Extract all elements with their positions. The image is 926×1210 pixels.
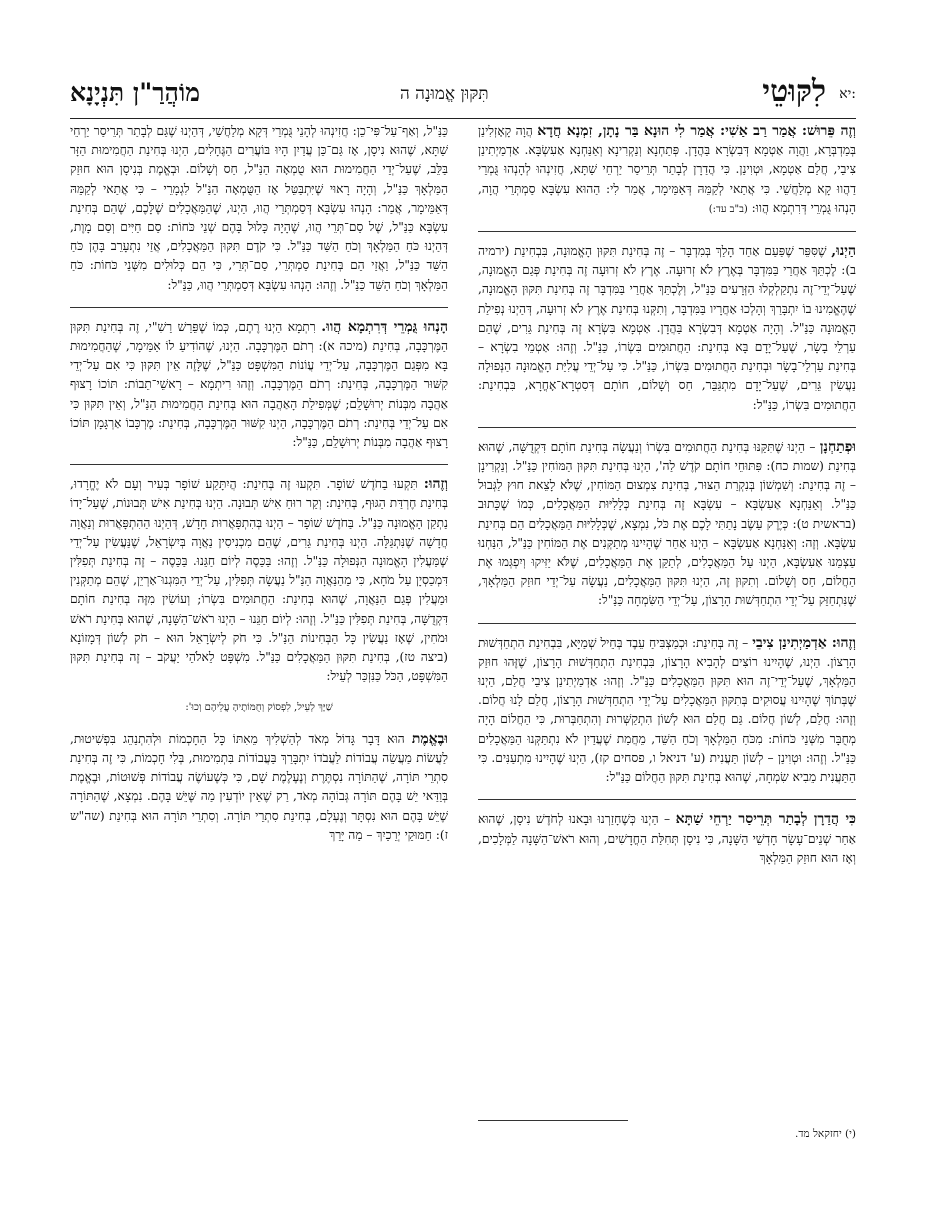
paragraph-lead: וּפְתַחְנָן: [819, 438, 856, 455]
right-column: [478, 122, 856, 880]
footnote-rule: [478, 1120, 628, 1121]
paragraph-lead: וּבֶאֱמֶת: [411, 730, 448, 747]
book-title-left: מוֹהֲרַ"ן תִּנְיָנָא: [70, 78, 201, 107]
source-reference: (ב"ב עד:): [708, 203, 748, 215]
paragraph-lead: הָנְהוּ גֻּמְרֵי דְּרִתְמָא הֲווּ.: [321, 318, 449, 335]
page-header: [70, 74, 856, 114]
paragraph-text: כַּנַּ"ל, וְאַף־עַל־פִּי־כֵן: חֲזִינְהוּ לְהָנֵי גֻּמְרֵי דְּקָא מְלַחֲשֵׁי, דְּהַיְנוּ שֶׁגַּם לְבָתַר תְּרֵיסַר יַרְחֵי שַׁתָּא, שֶׁהוּא נִיסָן, אָז גַּם־כֵּן עֲדַיִן הָיוּ בּוֹעֲרִים הַגֶּחָלִים, הַיְנוּ בְּחִינַת הַחֲמִימוּת הַזָּר בַּלֵּב, שֶׁעַל־יְדֵי הַחֲמִימוּת הוּא טֻמְאָה הַנַּ"ל, חַס וְשָׁלוֹם. וּבְאֱמֶת בְּנִיסָן הוּא חוּזַק הַמַּלְאָךְ כַּנַּ"ל, וְהָיָה רָאוּי שֶׁיִּתְבַּטֵּל אָז הַטֻּמְאָה הַנַּ"ל לִגְמָרֵי – כִּי אֲתַאי לְקַמֵּהּ דְּאַמֵּימָר, אֲמַר: הָנְהוּ עִשְׂבָּא דְּסַמְתְּרֵי הֲווּ, הַיְנוּ, שֶׁהַמַּאֲכָלִים שֶׁלָּכֶם, שֶׁהֵם בְּחִינַת עִשְׂבָּא כַּנַּ"ל, שֶׁל סַם־תְּרֵי הֲווּ, שֶׁהָיָה כָּלוּל בָּהֶם שְׁנֵי כֹּחוֹת: סַם חַיִּים וְסַם מָוֶת, דְּהַיְנוּ כֹּחַ הַמַּלְאָךְ וְכֹחַ הַשֵּׁד כַּנַּ"ל. כִּי קֹדֶם תִּקּוּן הַמַּאֲכָלִים, אֲזַי נִתְעָרֵב בָּהֶן כֹּחַ הַשֵּׁד כַּנַּ"ל, וַאֲזַי הֵם בְּחִינַת סַמְתְּרֵי, סַם־תְּרֵי, כִּי הֵם כְּלוּלִים מִשְּׁנֵי כֹּחוֹת: כֹּחַ הַמַּלְאָךְ וְכֹחַ הַשֵּׁד כַּנַּ"ל. וְזֶהוּ: הָנְהוּ עִשְׂבָּא דְּסַמְתְּרֵי הֲווּ, כַּנַּ"ל:: [70, 124, 448, 292]
paragraph-lead: וְזֶה פֵּרוּשׁ: אֲמַר רַב אַשִׁי: אֲמַר לִי הוּנָא בַּר נָתָן, זִמְנָא חֲדָא: [537, 123, 857, 139]
paragraph: [70, 730, 448, 845]
paragraph-text: הֲוָה קָאָזְלִינַן בְּמַדְבְּרָא, וַהֲוָה אַטְמָא דְּבִשְׂרָא בַּהֲדָן. פְּתַחְנָא וְנַקְרִינָא וְאַנַּחְנָא אַעִשְׂבָּא. אַדְמַיְתִינַן צִיבֵי, חֲלַם אַטְמָא, וּטְוִינַן. כִּי הֲדַרָן לְבָתַר תְּרֵיסַר יַרְחֵי שַׁתָּא, חֲזִינְהוּ לְהָנְהוּ גֻּמְרֵי דַהֲווּ קָא מְלַחֲשֵׁי. כִּי אֲתַאי לְקַמֵּהּ דְּאַמֵּימָר, אֲמַר לִי: הַהוּא עִשְׂבָּא סַמְתְּרֵי הֲוָה, הָנְהוּ גֻּמְרֵי דְּרִתְמָא הֲווּ:: [478, 124, 856, 215]
paragraph-lead: וְזֶהוּ: אַדְמַיְתִינַן צִיבֵי: [752, 634, 856, 651]
paragraph: [478, 623, 856, 788]
paragraph-text: שֶׁסִּפֵּר שֶׁפַּעַם אַחַד הָלַךְ בְּמִדְבָּר – זֶה בְּחִינַת תִּקּוּן הָאֱמוּנָה, בִּבְחִינַת (ירמיה ב): לֶכְתֵּךְ אַחֲרַי בַּמִּדְבָּר בְּאֶרֶץ לֹא זְרוּעָה. אֶרֶץ לֹא זְרוּעָה זֶה בְּחִינַת פְּגַם הָאֱמוּנָה, שֶׁעַל־יְדֵי־זֶה נִתְקַלְקְלוּ הַזְּרָעִים כַּנַּ"ל, וְלֶכְתֵּךְ אַחֲרַי בַּמִּדְבָּר זֶה בְּחִינַת תִּקּוּן הָאֱמוּנָה, שֶׁהֶאֱמִינוּ בוֹ יִתְבָּרַךְ וְהָלְכוּ אַחֲרָיו בַּמִּדְבָּר, וְתִקְּנוּ בְּחִינַת אֶרֶץ לֹא זְרוּעָה, דְּהַיְנוּ נְפִילַת הָאֱמוּנָה כַּנַּ"ל. וְהָיָה אַטְמָא דְּבִשְׂרָא בַּהֲדָן. אַטְמָא בִּשְׂרָא זֶה בְּחִינַת גֵּרִים, שֶׁהֵם עַרְלֵי בָשָׂר, שֶׁעַל־יָדָם בָּא בְּחִינַת: הַחֲתוּמִים בִּשְׂרוֹ, כַּנַּ"ל. וְזֶהוּ: אַטְמֵי בִשְׂרָא – בְּחִינַת עַרְלֵי־בָשָׂר וּבְחִינַת הַחֲתוּמִים בִּשְׂרוֹ, כַּנַּ"ל. כִּי עַל־יְדֵי עֲלִיַּת הָאֱמוּנָה הַנְּפוּלָה נַעֲשִׂין גֵּרִים, שֶׁעַל־יָדָם מִתְגַּבֵּר, חַס וְשָׁלוֹם, חוֹתָם דְּסִטְרָא־אָחֳרָא, בִּבְחִינַת: הַחֲתוּמִים בִּשְׂרוֹ, כַּנַּ"ל:: [478, 244, 856, 412]
paragraph-lead: וְזֶהוּ:: [423, 476, 448, 493]
paragraph-lead: כִּי הֲדַרָן לְבָתַר תְּרֵיסַר יַרְחֵי שַׁתָּא: [675, 811, 857, 828]
paragraph: [70, 122, 448, 295]
left-column: [70, 122, 448, 857]
paragraph: [478, 122, 856, 219]
paragraph-text: – זֶה בְּחִינַת: וּכְמַצְבִּיחַ עֵבֶד בְּחֵיל שְׁמַיָּא, בִּבְחִינַת הִתְחַדְּשׁוּת הָרָצוֹן. הַיְנוּ, שֶׁהָיִינוּ רוֹצִים לְהָבִיא הָרָצוֹן, בִּבְחִינַת הִתְחַדְּשׁוּת הָרָצוֹן, שֶׁזֶּהוּ חוּזַק הַמַּלְאָךְ, שֶׁעַל־יְדֵי־זֶה הוּא תִּקּוּן הַמַּאֲכָלִים כַּנַּ"ל. וְזֶהוּ: אַדְמַיְתִינַן צִיבֵי חֲלַם, הַיְנוּ שֶׁבְּתוֹךְ שֶׁהָיִינוּ עֲסוּקִים בְּתִקּוּן הַמַּאֲכָלִים עַל־יְדֵי הִתְחַדְּשׁוּת הָרָצוֹן, חֲלַם לָנוּ חֲלוֹם. וְזֶהוּ: חֲלַם, לְשׁוֹן חֲלוֹם. גַּם חֲלַם הוּא לְשׁוֹן הִתְקַשְּׁרוּת וְהִתְחַבְּרוּת, כִּי הַחֲלוֹם הָיָה מְחֻבָּר מִשְּׁנֵי כֹּחוֹת: מִכֹּחַ הַמַּלְאָךְ וְכֹחַ הַשֵּׁד, מֵחֲמַת שֶׁעֲדַיִן לֹא נִתְתַּקְּנוּ הַמַּאֲכָלִים כַּנַּ"ל. וְזֶהוּ: וּטְוִינַן – לְשׁוֹן תַּעֲנִית (ע' דניאל ו, פסחים קז), הַיְנוּ שֶׁהָיִינוּ מִתְעַנִּים. כִּי הַתַּעֲנִית מֵבִיא שִׂמְחָה, שֶׁהוּא בְּחִינַת תִּקּוּן הַחֲלוֹם כַּנַּ"ל:: [478, 635, 856, 785]
page-folio: יא:: [839, 86, 856, 102]
paragraph: [70, 464, 448, 686]
paragraph-lead: הַיְנוּ,: [831, 243, 857, 260]
paragraph: [478, 427, 856, 611]
paragraph-text: רִתְמָא הַיְנוּ רֶתֶם, כְּמוֹ שֶׁפֵּרַשׁ רַשִׁ"י, זֶה בְּחִינַת תִּקּוּן הַמֶּרְכָּבָה, בְּחִינַת (מיכה א): רְתֹם הַמֶּרְכָּבָה. הַיְנוּ, שֶׁהוֹדִיעַ לוֹ אַמֵּימָר, שֶׁהַחֲמִימוּת בָּא מִפְּגַם הַמֶּרְכָּבָה, עַל־יְדֵי עֲוֹנוֹת הַמִּשְׁפָּט כַּנַּ"ל, שֶׁלָּזֶה אֵין תִּקּוּן כִּי אִם עַל־יְדֵי קִשּׁוּר הַמֶּרְכָּבָה, בְּחִינַת: רְתֹם הַמֶּרְכָּבָה. וְזֶהוּ רִיתְמָא – רָאשֵׁי־תֵבוֹת: תּוֹכוֹ רָצוּף אַהֲבָה מִבְּנוֹת יְרוּשָׁלִַם; שֶׁמְּפִילַת הָאַהֲבָה הוּא בְּחִינַת הַחֲמִימוּת הַנַּ"ל, וְאֵין תִּקּוּן כִּי אִם עַל־יְדֵי בְּחִינַת: רְתֹם הַמֶּרְכָּבָה, הַיְנוּ קִשּׁוּר הַמֶּרְכָּבָה, בְּחִינַת: מֶרְכָּבוֹ אַרְגָּמָן תּוֹכוֹ רָצוּף אַהֲבָה מִבְּנוֹת יְרוּשָׁלִַם, כַּנַּ"ל:: [70, 319, 448, 450]
paragraph: [478, 231, 856, 415]
book-title-right: לִקּוּטֵי: [762, 74, 826, 109]
paragraph: [70, 307, 448, 452]
section-note: שַׁיָּךְ לְעֵיל, לִפְסוֹק וְחֻמּוֹתֶיהָ עֲלֵיהֶם וְכוּ':: [185, 702, 333, 714]
paragraph-text: תִּקְעוּ בַחֹדֶשׁ שׁוֹפָר. תִּקְעוּ זֶה בְּחִינַת: הֲיִתָּקַע שׁוֹפָר בְּעִיר וְעָם לֹא יֶחֱרָדוּ, בְּחִינַת חֶרְדַּת הַגּוּף, בְּחִינַת: וְקַר רוּחַ אִישׁ תְּבוּנָה. הַיְנוּ בְּחִינַת אִישׁ תְּבוּנוֹת, שֶׁעַל־יָדוֹ נַתְקַן הָאֱמוּנָה כַּנַּ"ל. בַּחֹדֶשׁ שׁוֹפָר – הַיְנוּ בְּהִתְפָּאֲרוּת חָדָשׁ, דְּהַיְנוּ הַהִתְפָּאֲרוּת וְנַאֲוָה חֲדָשָׁה שֶׁנִּתְגַּלָּה. הַיְנוּ בְּחִינַת גֵּרִים, שֶׁהֵם מִכְנִיסִין נַאֲוָה בְּיִשְׂרָאֵל, שֶׁנַּעֲשִׂין עַל־יְדֵי שֶׁמַּעֲלִין הָאֱמוּנָה הַנְּפוּלָה כַּנַּ"ל. וְזֶהוּ: בַּכֵּסֶה לְיוֹם חַגֵּנוּ. בַּכֵּסֶה – זֶה בְּחִינַת תְּפִלִּין דִּמְכַסְיָן עַל מֹחָא, כִּי מֵהַנַּאֲוָה הַנַּ"ל נַעֲשָׂה תְּפִלִּין, עַל־יְדֵי הַמִּגְנוּ־אַרְיֵן, שֶׁהֵם מְתַקְּנִין וּמַעֲלִין פְּגַם הַנַּאֲוָה, שֶׁהוּא בְּחִינַת: הַחֲתוּמִים בִּשְׂרוֹ; וְעוֹשִׂין מִזֶּה בְּחִינַת חוֹתָם דִּקְדֻשָּׁה, בְּחִינַת תְּפִלִּין כַּנַּ"ל. וְזֶהוּ: לְיוֹם חַגֵּנוּ – הַיְנוּ רֹאשׁ־הַשָּׁנָה, שֶׁהוּא בְּחִינַת רֹאשׁ וּמֹחִין, שֶׁאָז נַעֲשִׂין כָּל הַבְּחִינוֹת הַנַּ"ל. כִּי חֹק לְיִשְׂרָאֵל הוּא – חֹק לְשׁוֹן דְּמָזוֹנָא (ביצה טז), בְּחִינַת תִּקּוּן הַמַּאֲכָלִים כַּנַּ"ל. מִשְׁפָּט לֵאלֹהֵי יַעֲקֹב – זֶה בְּחִינַת תִּקּוּן הַמִּשְׁפָּט, הַכֹּל כַּנִּזְכַּר לְעֵיל:: [70, 477, 448, 684]
paragraph-text: – הַיְנוּ שֶׁתִּקַּנּוּ בְּחִינַת הַחֲתוּמִים בִּשְׂרוֹ וְנַעֲשָׂה בְּחִינַת חוֹתָם דִּקְדֻשָּׁה, שֶׁהוּא בְּחִינַת (שמות כח): פִּתּוּחֵי חוֹתָם קֹדֶשׁ לַה', הַיְנוּ בְּחִינַת תִּקּוּן הַמּוֹחִין כַּנַּ"ל. וְנַקְרִינָן – זֶה בְּחִינַת: וְשִׁמְשׁוֹן בְּנִקְרַת הַצּוּר, בְּחִינַת צִמְצוּם הַמּוֹחִין, שֶׁלֹּא לָצֵאת חוּץ לַגְּבוּל כַּנַּ"ל. וְאַנַּחְנָא אַעִשְׂבָּא – עִשְׂבָּא זֶה בְּחִינַת כְּלָלִיּוּת הַמַּאֲכָלִים, כְּמוֹ שֶׁכָּתוּב (בראשית ט): כְּיֶרֶק עֵשֶׂב נָתַתִּי לָכֶם אֶת כֹּל, נִמְצָא, שֶׁכְּלָלִיּוּת הַמַּאֲכָלִים הֵם בְּחִינַת עִשְׂבָּא. וְזֶה: וְאַנַּחְנָא אַעִשְׂבָּא – הַיְנוּ אַחַר שֶׁהָיִינוּ מְתַקְּנִים אֶת הַמּוֹחִין כַּנַּ"ל, הִנַּחְנוּ עַצְמֵנוּ אַעִשְׂבָּא, הַיְנוּ עַל הַמַּאֲכָלִים, לְתַקֵּן אֶת הַמַּאֲכָלִים, שֶׁלֹּא יַזִּיקוּ וְיִפְגְּמוּ אֶת הַחֲלוֹם, חַס וְשָׁלוֹם. וְתִקּוּן זֶה, הַיְנוּ תִּקּוּן הַמַּאֲכָלִים, נַעֲשָׂה עַל־יְדֵי חוּזַק הַמַּלְאָךְ, שֶׁנִּתְחַזֵּק עַל־יְדֵי הִתְחַדְּשׁוּת הָרָצוֹן, עַל־יְדֵי הַשִּׂמְחָה כַּנַּ"ל:: [478, 439, 856, 608]
paragraph-text: – הַיְנוּ כְּשֶׁחָזַרְנוּ וּבָאנוּ לְחֹדֶשׁ נִיסָן, שֶׁהוּא אַחַר שְׁנֵים־עָשָׂר חָדְשֵׁי הַשָּׁנָה, כִּי נִיסָן תְּחִלַּת הַחֳדָשִׁים, וְהוּא רֹאשׁ־הַשָּׁנָה לַמְּלָכִים, וְאָז הוּא חוּזַק הַמַּלְאָךְ: [478, 812, 856, 865]
running-head: תִּקּוּן אֱמוּנָה ה: [400, 84, 489, 104]
paragraph: [478, 799, 856, 868]
footnote: (י) יחזקאל מד.: [795, 1128, 856, 1140]
header-rule: [70, 118, 856, 119]
paragraph-text: הוּא דָּבָר גָּדוֹל מְאֹד לְהַשְׁלִיךְ מֵאִתּוֹ כָּל הַחָכְמוֹת וּלְהִתְנַהֵג בִּפְשִׁיטוּת, לַעֲשׂוֹת מַעֲשֵׂה עֲבוֹדוֹת לַעֲבֹדוֹ יִתְבָּרַךְ בַּעֲבוֹדוֹת בִּתְמִימוּת, בְּלִי חָכְמוֹת, כִּי זֶה בְּחִינַת סִתְרֵי תּוֹרָה, שֶׁהַתּוֹרָה נִסְתֶּרֶת וְנֶעֶלֶמֶת שָׁם, כִּי כְּשֶׁעוֹשֶׂה עֲבוֹדוֹת פְּשׁוּטוֹת, וּבֶאֱמֶת בְּוַדַּאי יֵשׁ בָּהֶם תּוֹרָה גְּבוֹהָה מְאֹד, רַק שֶׁאֵין יוֹדְעִין מַה שֶּׁיֵּשׁ בָּהֶם. נִמְצָא, שֶׁהַתּוֹרָה שֶׁיֵּשׁ בָּהֶם הוּא נִסְתָּר וְנֶעְלָם, בְּחִינַת סִתְרֵי תּוֹרָה. וְסִתְרֵי תּוֹרָה הוּא בְּחִינַת (שה"ש ז): חַמּוּקֵי יְרֵכַיִךְ – מַה יָּרֵךְ: [70, 731, 448, 842]
